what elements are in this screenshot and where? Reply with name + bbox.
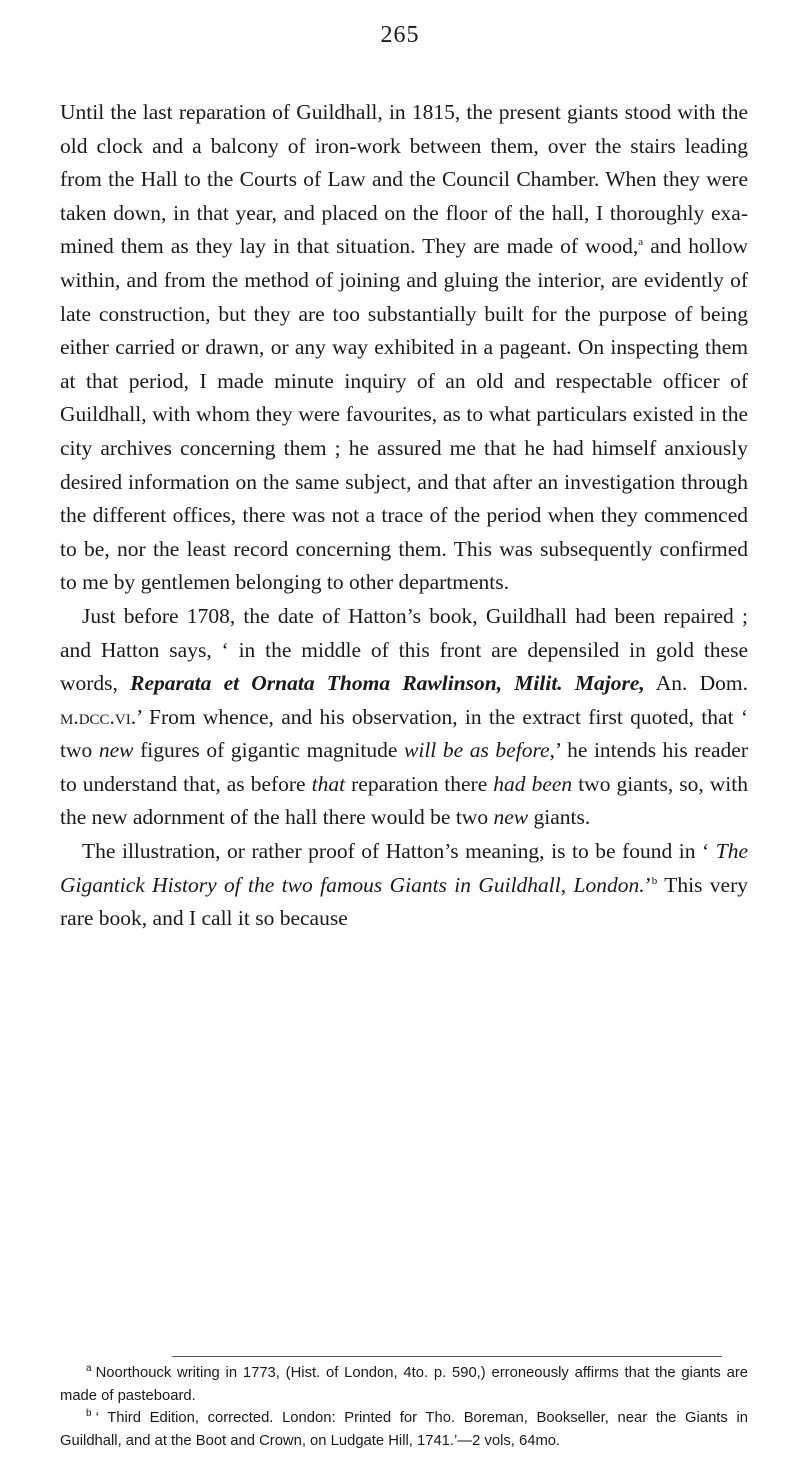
footnotes (60, 1362, 748, 1452)
text-run: had been (493, 771, 573, 796)
text-run: that (311, 771, 346, 796)
text-run: ’ (644, 872, 652, 897)
footnote-marker: a (86, 1363, 92, 1375)
text-run: m.dcc.vi. (60, 704, 137, 729)
text-run: two giants, so, with the new adornment of the hall there would be two (60, 771, 748, 830)
text-run: new (493, 805, 529, 830)
footnote-b (60, 1407, 748, 1452)
text-run: Reparata et Ornata Thoma Rawlinson, Milit. Majore, (130, 671, 645, 696)
paragraph-1 (60, 96, 748, 600)
text-run: giants. (528, 805, 591, 830)
text-run: ’ he intends his reader to understand that, as before (60, 738, 749, 796)
text-run: The Gigantick History of the two famous Giants in Guildhall, London. (60, 839, 748, 897)
page-number: 265 (380, 22, 420, 48)
paragraph-2 (60, 600, 748, 835)
text-run: Until the last reparation of Guildhall, in 1815, the present giants stood with the old clock and a balcony of iron-work between them, over the stairs leading from the Hall to the Courts of Law and the Council Chamber. When they were taken down, in that year, and placed on the floor of the hall, I thoroughly examined them as they lay in that situation. They are made of wood, (60, 100, 748, 259)
text-run: This very rare book, and I call it so because (60, 872, 748, 931)
text-run: and hollow within, and from the method of joining and gluing the interior, are evidently of late construction, but they are too substantially built for the purpose of being either carried or drawn, or any way exhibited in a pageant. On inspecting them at that period, I made minute inquiry of an old and respectable officer of Guildhall, with whom they were favourites, as to what particulars existed in the city archives concerning them ; he assured me that he had himself anxiously desired information on the same subject, and that after an investigation through the different offices, there was not a trace of the period when they commenced to be, nor the least record concerning them. This was subsequently confirmed to me by gentlemen belonging to other departments. (60, 234, 748, 595)
text-run: will be as before, (404, 738, 555, 763)
body-text (60, 96, 748, 936)
footnote-text: Noorthouck writing in 1773, (Hist. of London, 4to. p. 590,) erroneously affirms that the giants are made of pasteboard. (60, 1365, 748, 1404)
footnote-a (60, 1362, 748, 1407)
paragraph-3 (60, 835, 748, 936)
text-run: The illustration, or rather proof of Hatton’s meaning, is to be found in ‘ (82, 839, 716, 864)
text-run: ’ From whence, and his observation, in the extract first quoted, that ‘ two (60, 704, 748, 763)
text-run: reparation there (345, 771, 494, 796)
footnote-reference: a (638, 236, 644, 249)
text-run: new (98, 738, 134, 763)
footnote-divider (172, 1356, 722, 1357)
footnote-reference: b (651, 874, 658, 887)
text-run: figures of gigantic magnitude (133, 738, 405, 763)
text-run: An. Dom. (644, 671, 749, 696)
text-run: Just before 1708, the date of Hatton’s book, Guildhall had been repaired ; and Hatton says, ‘ in the middle of this front are depensiled in gold these words, (60, 603, 748, 696)
footnote-text: ‘ Third Edition, corrected. London: Printed for Tho. Boreman, Bookseller, near the Giants in Guildhall, and at the Boot and Crown, on Ludgate Hill, 1741.’—2 vols, 64mo. (60, 1410, 748, 1449)
footnote-marker: b (86, 1408, 92, 1420)
